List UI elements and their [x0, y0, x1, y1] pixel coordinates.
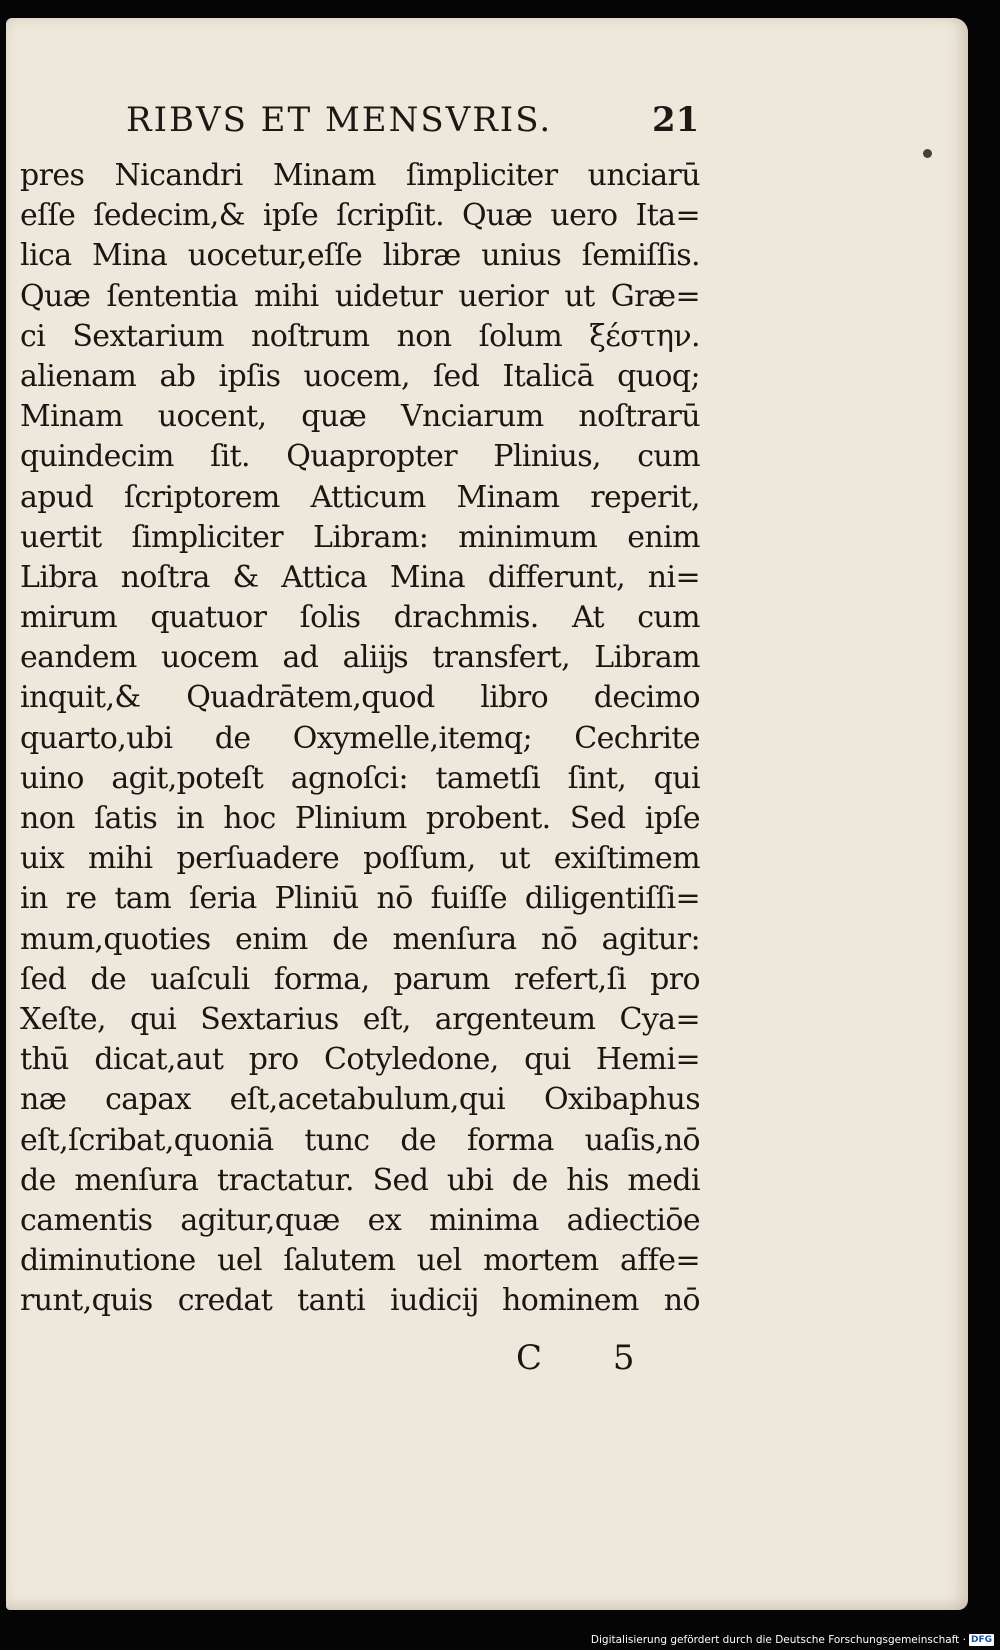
text-line: eſt,ſcribat,quoniā tunc de forma uaſis,nō [20, 1122, 700, 1158]
text-line: lica Mina uocetur,eſſe libræ unius ſemiſſis. [20, 238, 700, 274]
text-line: Minam uocent, quæ Vnciarum noſtrarū [20, 399, 700, 435]
text-line: thū dicat,aut pro Cotyledone, qui Hemi= [20, 1042, 700, 1078]
text-line: non ſatis in hoc Plinium probent. Sed ipſe [20, 801, 700, 836]
text-line: camentis agitur,quæ ex minima adiectiōe [20, 1202, 700, 1238]
text-line: Xeſte, qui Sextarius eſt, argenteum Cya= [20, 1001, 700, 1037]
text-line: pres Nicandri Minam ſimpliciter unciarū [20, 158, 700, 193]
signature-mark: C 5 [516, 1338, 665, 1378]
text-line: uix mihi perſuadere poſſum, ut exiſtimem [20, 841, 700, 877]
text-line: alienam ab ipſis uocem, ſed Italicā quoq; [20, 358, 700, 394]
running-title: RIBVS ET MENSVRIS. [126, 100, 553, 140]
text-line: mirum quatuor ſolis drachmis. At cum [20, 600, 700, 636]
text-line: quarto,ubi de Oxymelle,itemq; Cechrite [20, 720, 700, 756]
text-line: quindecim ſit. Quapropter Plinius, cum [20, 439, 700, 475]
ink-spot [923, 149, 932, 158]
text-line: næ capax eſt,acetabulum,qui Oxibaphus [20, 1082, 700, 1118]
text-line: uino agit,poteſt agnoſci: tametſi ſint, qui [20, 760, 700, 796]
text-line: eandem uocem ad aliĳs transfert, Libram [20, 640, 700, 676]
text-line: uertit ſimpliciter Libram: minimum enim [20, 519, 700, 555]
text-line: inquit,& Quadrātem,quod libro decimo [20, 680, 700, 716]
dfg-logo: DFG [970, 1635, 992, 1645]
credit-text: Digitalisierung gefördert durch die Deutsche Forschungsgemeinschaft · [590, 1634, 966, 1646]
text-line: eſſe ſedecim,& ipſe ſcripſit. Quæ uero Ita= [20, 198, 700, 234]
text-line: apud ſcriptorem Atticum Minam reperit, [20, 479, 700, 515]
text-line: Libra noſtra & Attica Mina differunt, ni= [20, 559, 700, 595]
text-line: ci Sextarium noſtrum non ſolum ξέστην. [20, 318, 700, 354]
page-number: 21 [652, 100, 700, 140]
text-line: runt,quis credat tanti iudicĳ hominem nō [20, 1283, 700, 1319]
text-line: Quæ ſententia mihi uidetur uerior ut Græ= [20, 278, 700, 314]
text-line: in re tam ſeria Pliniū nō fuiſſe diligentiſſi= [20, 881, 700, 917]
text-line: mum,quoties enim de menſura nō agitur: [20, 921, 700, 957]
text-line: de menſura tractatur. Sed ubi de his medi [20, 1162, 700, 1198]
text-line: diminutione uel ſalutem uel mortem affe= [20, 1243, 700, 1279]
digitization-credit [591, 1634, 994, 1646]
body-text [20, 156, 700, 1321]
text-line: ſed de uaſculi forma, parum refert,ſi pro [20, 961, 700, 997]
